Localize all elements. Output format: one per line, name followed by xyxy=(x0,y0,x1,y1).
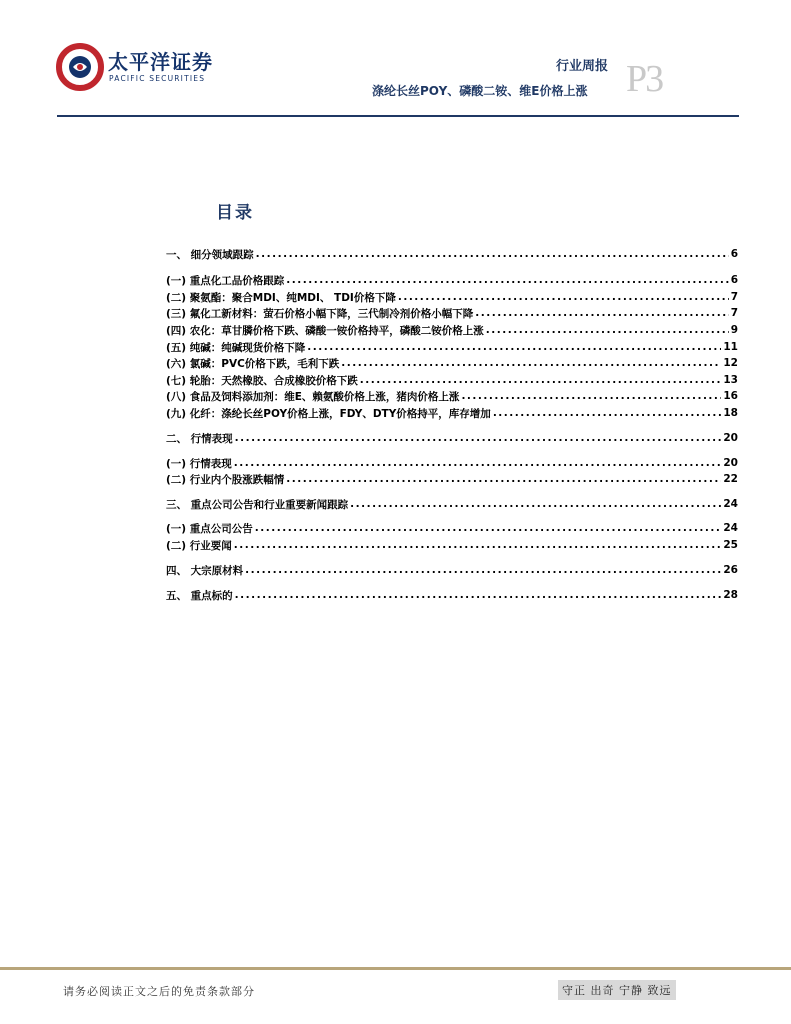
toc-entry-page: 25 xyxy=(723,539,738,551)
toc-entry-label: (一) 重点公司公告 xyxy=(166,522,253,535)
toc-entry-page: 24 xyxy=(723,522,738,534)
toc-entry[interactable] xyxy=(166,388,738,404)
toc-entry-page: 6 xyxy=(730,274,738,286)
toc-entry[interactable] xyxy=(166,246,738,262)
toc-entry[interactable] xyxy=(166,405,738,421)
footer-disclaimer: 请务必阅读正文之后的免责条款部分 xyxy=(63,985,255,998)
report-title: 涤纶长丝POY、磷酸二铵、维E价格上涨 xyxy=(372,84,588,98)
toc-entry-label: (一) 行情表现 xyxy=(166,457,232,470)
toc-leader-dots xyxy=(234,457,722,469)
toc-entry[interactable] xyxy=(166,537,738,553)
toc-entry-label: (六) 氯碱：PVC价格下跌，毛利下跌 xyxy=(166,357,340,370)
toc-entry-label: (七) 轮胎：天然橡胶、合成橡胶价格下跌 xyxy=(166,374,358,387)
toc-entry-label: (三) 氟化工新材料：萤石价格小幅下降，三代制冷剂价格小幅下降 xyxy=(166,307,474,320)
toc-leader-dots xyxy=(256,248,729,260)
toc-entry-label: 二、 行情表现 xyxy=(166,432,233,445)
toc-entry[interactable] xyxy=(166,372,738,388)
toc-entry-page: 7 xyxy=(730,307,738,319)
toc-entry-page: 22 xyxy=(723,473,738,485)
toc-entry-page: 24 xyxy=(723,498,738,510)
toc-entry-label: 三、 重点公司公告和行业重要新闻跟踪 xyxy=(166,498,349,511)
toc-entry-page: 13 xyxy=(723,374,738,386)
toc-entry[interactable] xyxy=(166,455,738,471)
company-logo xyxy=(55,42,215,92)
page-marker: P3 xyxy=(626,58,663,100)
toc-entry[interactable] xyxy=(166,496,738,512)
toc-entry-page: 9 xyxy=(730,324,738,336)
toc-leader-dots xyxy=(307,341,721,353)
toc-leader-dots xyxy=(493,407,722,419)
toc-leader-dots xyxy=(341,357,721,369)
toc-leader-dots xyxy=(486,324,729,336)
toc-entry-label: 四、 大宗原材料 xyxy=(166,564,244,577)
toc-entry-label: (一) 重点化工品价格跟踪 xyxy=(166,274,285,287)
toc-entry-page: 20 xyxy=(723,457,738,469)
toc-leader-dots xyxy=(255,522,722,534)
footer-divider xyxy=(0,967,791,970)
toc-entry[interactable] xyxy=(166,562,738,578)
toc-leader-dots xyxy=(235,589,722,601)
toc-leader-dots xyxy=(475,307,728,319)
toc-leader-dots xyxy=(398,291,729,303)
toc-entry-page: 7 xyxy=(730,291,738,303)
toc-leader-dots xyxy=(235,432,722,444)
toc-entry-page: 28 xyxy=(723,589,738,601)
toc-entry-page: 6 xyxy=(730,248,738,260)
toc-leader-dots xyxy=(286,274,728,286)
toc-leader-dots xyxy=(245,564,721,576)
toc-entry-label: (二) 行业内个股涨跌幅情 xyxy=(166,473,285,486)
toc-entry-page: 20 xyxy=(723,432,738,444)
toc-leader-dots xyxy=(234,539,722,551)
toc-leader-dots xyxy=(350,498,721,510)
toc-leader-dots xyxy=(286,473,721,485)
toc-entry-label: (五) 纯碱：纯碱现货价格下降 xyxy=(166,341,306,354)
toc-entry-page: 12 xyxy=(723,357,738,369)
toc-entry-page: 11 xyxy=(723,341,738,353)
toc-entry[interactable] xyxy=(166,587,738,603)
toc-entry-label: (二) 聚氨酯：聚合MDI、纯MDI、 TDI价格下降 xyxy=(166,291,396,304)
toc-entry-label: (九) 化纤：涤纶长丝POY价格上涨，FDY、DTY价格持平，库存增加 xyxy=(166,407,491,420)
toc-entry[interactable] xyxy=(166,339,738,355)
header-divider xyxy=(57,115,739,117)
toc-entry[interactable] xyxy=(166,430,738,446)
toc-entry[interactable] xyxy=(166,289,738,305)
toc-entry-label: (八) 食品及饲料添加剂：维E、赖氨酸价格上涨，猪肉价格上涨 xyxy=(166,390,460,403)
toc-entry[interactable] xyxy=(166,272,738,288)
logo-chinese-name: 太平洋证券 xyxy=(108,50,213,74)
toc-leader-dots xyxy=(360,374,722,386)
pacific-securities-logo-icon xyxy=(55,42,105,92)
toc-entry-page: 16 xyxy=(723,390,738,402)
toc-entry-label: (二) 行业要闻 xyxy=(166,539,232,552)
toc-entry[interactable] xyxy=(166,305,738,321)
report-type: 行业周报 xyxy=(556,59,609,74)
toc-leader-dots xyxy=(461,390,721,402)
toc-entry-page: 18 xyxy=(723,407,738,419)
toc-title: 目录 xyxy=(216,203,254,223)
logo-english-name: PACIFIC SECURITIES xyxy=(109,74,206,83)
footer-motto: 守正 出奇 宁静 致远 xyxy=(558,980,676,1000)
toc-entry-label: 五、 重点标的 xyxy=(166,589,233,602)
toc-entry-label: 一、 细分领域跟踪 xyxy=(166,248,254,261)
toc-entry[interactable] xyxy=(166,520,738,536)
toc-entry-label: (四) 农化：草甘膦价格下跌、磷酸一铵价格持平，磷酸二铵价格上涨 xyxy=(166,324,484,337)
toc-entry[interactable] xyxy=(166,355,738,371)
toc-entry[interactable] xyxy=(166,322,738,338)
toc-entry[interactable] xyxy=(166,471,738,487)
toc-entry-page: 26 xyxy=(723,564,738,576)
